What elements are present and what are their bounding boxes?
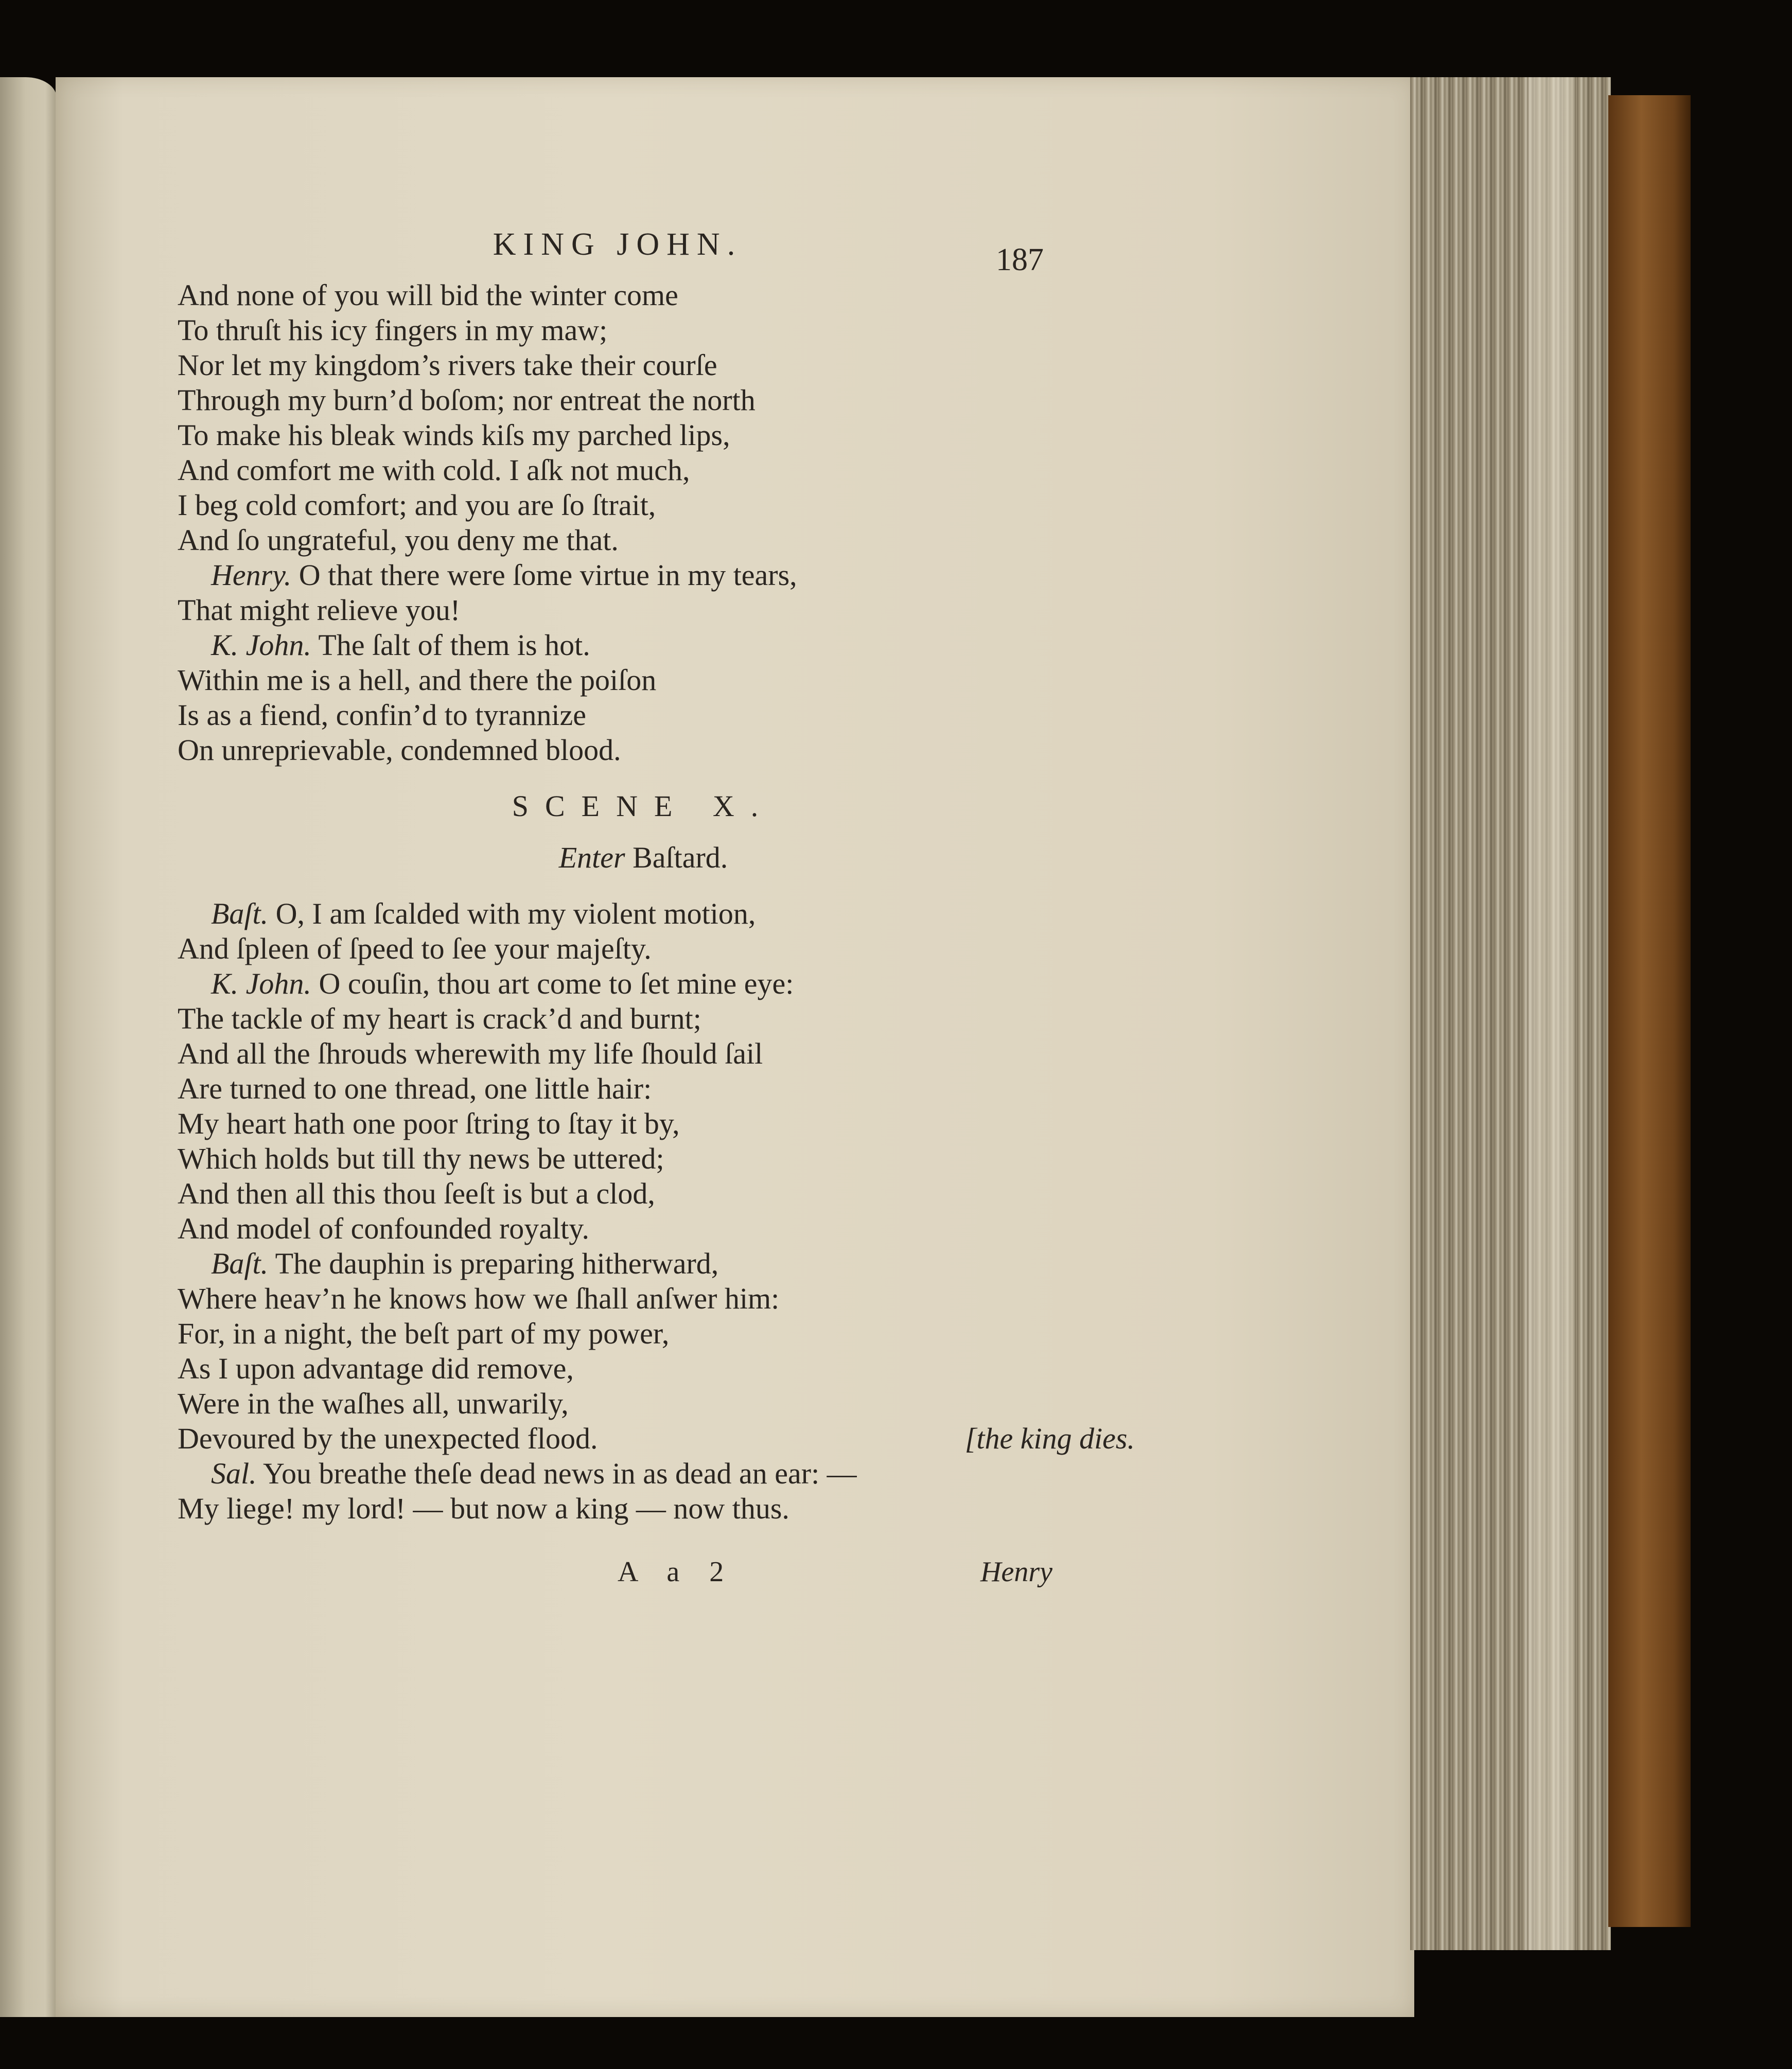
verse-line: And all the ſhrouds wherewith my life ſhould ſail [178,1037,763,1070]
verse-line: Which holds but till thy news be uttered; [178,1142,664,1175]
page-footer [178,1554,1052,1590]
verse-line: Devoured by the unexpected flood. [the king dies. [178,1422,1135,1455]
verse-line: Within me is a hell, and there the poiſon [178,663,657,697]
verse-line: Were in the waſhes all, unwarily, [178,1387,569,1420]
speaker-name: K. John. [211,628,311,662]
verse-line: And then all this thou ſeeſt is but a clod, [178,1177,655,1210]
verse-line: I beg cold comfort; and you are ſo ſtrait, [178,488,656,522]
speaker-name: Sal. [211,1457,257,1490]
verse-line: As I upon advantage did remove, [178,1352,574,1385]
speech-block-b [178,896,1135,1526]
verse-line: To make his bleak winds kiſs my parched lips, [178,418,730,452]
speaker-name: K. John. [211,967,311,1000]
speech-block-a [178,278,1078,768]
verse-line: Nor let my kingdom’s rivers take their courſe [178,348,717,382]
verse-line: And comfort me with cold. I aſk not much, [178,453,690,487]
speaker-name: Baſt. [211,1247,269,1280]
speaker-name: Henry. [211,558,292,592]
verse-line: Is as a fiend, confin’d to tyrannize [178,698,586,732]
catchword: Henry [980,1556,1052,1588]
verse-line-speaker: K. John. The ſalt of them is hot. [211,628,590,662]
verse-line: My liege! my lord! — but now a king — now thus. [178,1492,789,1525]
verse-line: Through my burn’d boſom; nor entreat the north [178,383,756,417]
verse-line-speaker: K. John. O couſin, thou art come to ſet mine eye: [211,967,794,1000]
page-block-edge [1410,77,1611,1950]
verse-line: On unreprievable, condemned blood. [178,733,621,767]
verse-line-speaker: Henry. O that there were ſome virtue in my tears, [211,558,797,592]
verse-line: For, in a night, the beſt part of my power, [178,1317,670,1350]
stage-direction: Enter Baſtard. [558,841,728,874]
verse-line-speaker: Sal. You breathe theſe dead news in as dead an ear: — [211,1457,857,1490]
verse-line: Are turned to one thread, one little hair: [178,1072,652,1105]
signature-mark: A a 2 [618,1556,735,1588]
verse-line-speaker: Baſt. O, I am ſcalded with my violent motion, [211,897,756,930]
verse-line: The tackle of my heart is crack’d and burnt; [178,1002,701,1035]
verse-line: And ſpleen of ſpeed to ſee your majeſty. [178,932,652,965]
leather-cover-edge [1608,95,1691,1927]
page-number: 187 [996,242,1044,277]
verse-line: And none of you will bid the winter come [178,278,678,312]
facing-page-edge [0,77,57,2017]
verse-line: My heart hath one poor ſtring to ſtay it by, [178,1107,680,1140]
scene-heading: SCENE X. [512,789,775,823]
stage-note: [the king dies. [964,1422,1135,1455]
verse-line: That might relieve you! [178,593,461,627]
verse-line: And ſo ungrateful, you deny me that. [178,523,619,557]
verse-line-speaker: Baſt. The dauphin is preparing hitherward, [211,1247,719,1280]
verse-line: To thruſt his icy fingers in my maw; [178,313,608,347]
verse-line: And model of confounded royalty. [178,1212,589,1245]
speaker-name: Baſt. [211,897,269,930]
running-head: KING JOHN. [493,227,743,262]
text-block [178,278,1135,1526]
verse-line: Where heav’n he knows how we ſhall anſwer him: [178,1282,780,1315]
